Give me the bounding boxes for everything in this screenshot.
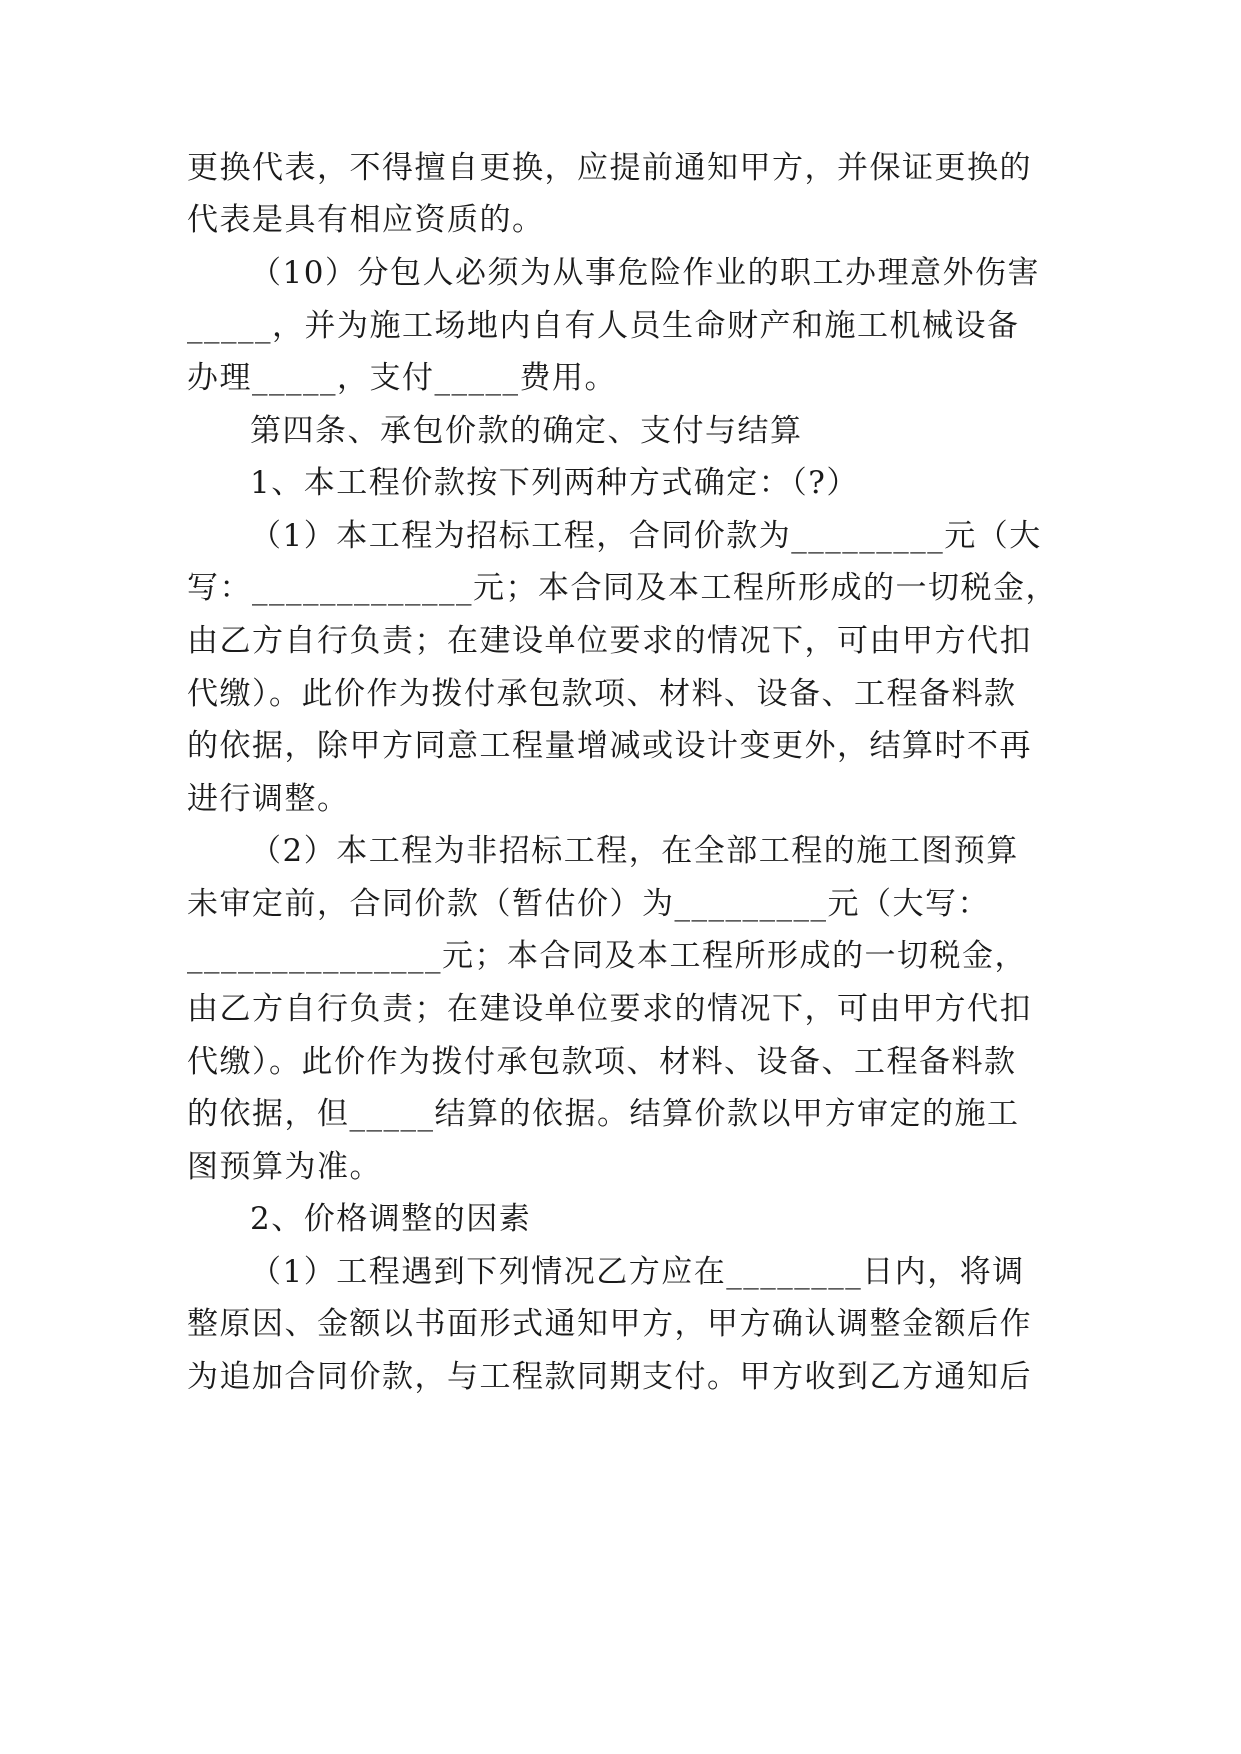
text-line: 由乙方自行负责；在建设单位要求的情况下，可由甲方代扣 xyxy=(187,991,1032,1027)
text-line: 代缴）。此价作为拨付承包款项、材料、设备、工程备料款 xyxy=(187,676,1017,712)
text-line: 为追加合同价款，与工程款同期支付。甲方收到乙方通知后 xyxy=(187,1359,1032,1395)
text-line: 代缴）。此价作为拨付承包款项、材料、设备、工程备料款 xyxy=(187,1044,1017,1080)
text-line: 的依据，除甲方同意工程量增减或设计变更外，结算时不再 xyxy=(187,728,1032,764)
text-line: 办理_____，支付_____费用。 xyxy=(187,360,617,396)
text-line: 进行调整。 xyxy=(187,781,350,817)
text-line: （1）工程遇到下列情况乙方应在________日内，将调 xyxy=(250,1254,1025,1290)
text-line: 代表是具有相应资质的。 xyxy=(187,202,545,238)
text-line: 整原因、金额以书面形式通知甲方，甲方确认调整金额后作 xyxy=(187,1306,1032,1342)
text-line: _____，并为施工场地内自有人员生命财产和施工机械设备 xyxy=(187,308,1020,344)
text-line: 1、本工程价款按下列两种方式确定：（?） xyxy=(250,465,859,501)
text-line: 2、价格调整的因素 xyxy=(250,1201,532,1237)
text-line: （2）本工程为非招标工程，在全部工程的施工图预算 xyxy=(250,833,1019,869)
text-line: 的依据，但_____结算的依据。结算价款以甲方审定的施工 xyxy=(187,1096,1020,1132)
text-line: 图预算为准。 xyxy=(187,1149,382,1185)
text-line: （10）分包人必须为从事危险作业的职工办理意外伤害 xyxy=(250,255,1040,291)
text-line: 更换代表，不得擅自更换，应提前通知甲方，并保证更换的 xyxy=(187,150,1032,186)
section-heading: 第四条、承包价款的确定、支付与结算 xyxy=(250,413,803,449)
text-line: 写：_____________元；本合同及本工程所形成的一切税金， xyxy=(187,570,1058,606)
text-line: _______________元；本合同及本工程所形成的一切税金， xyxy=(187,938,1027,974)
text-line: （1）本工程为招标工程，合同价款为_________元（大 xyxy=(250,518,1042,554)
text-line: 由乙方自行负责；在建设单位要求的情况下，可由甲方代扣 xyxy=(187,623,1032,659)
text-line: 未审定前，合同价款（暂估价）为_________元（大写： xyxy=(187,886,990,922)
